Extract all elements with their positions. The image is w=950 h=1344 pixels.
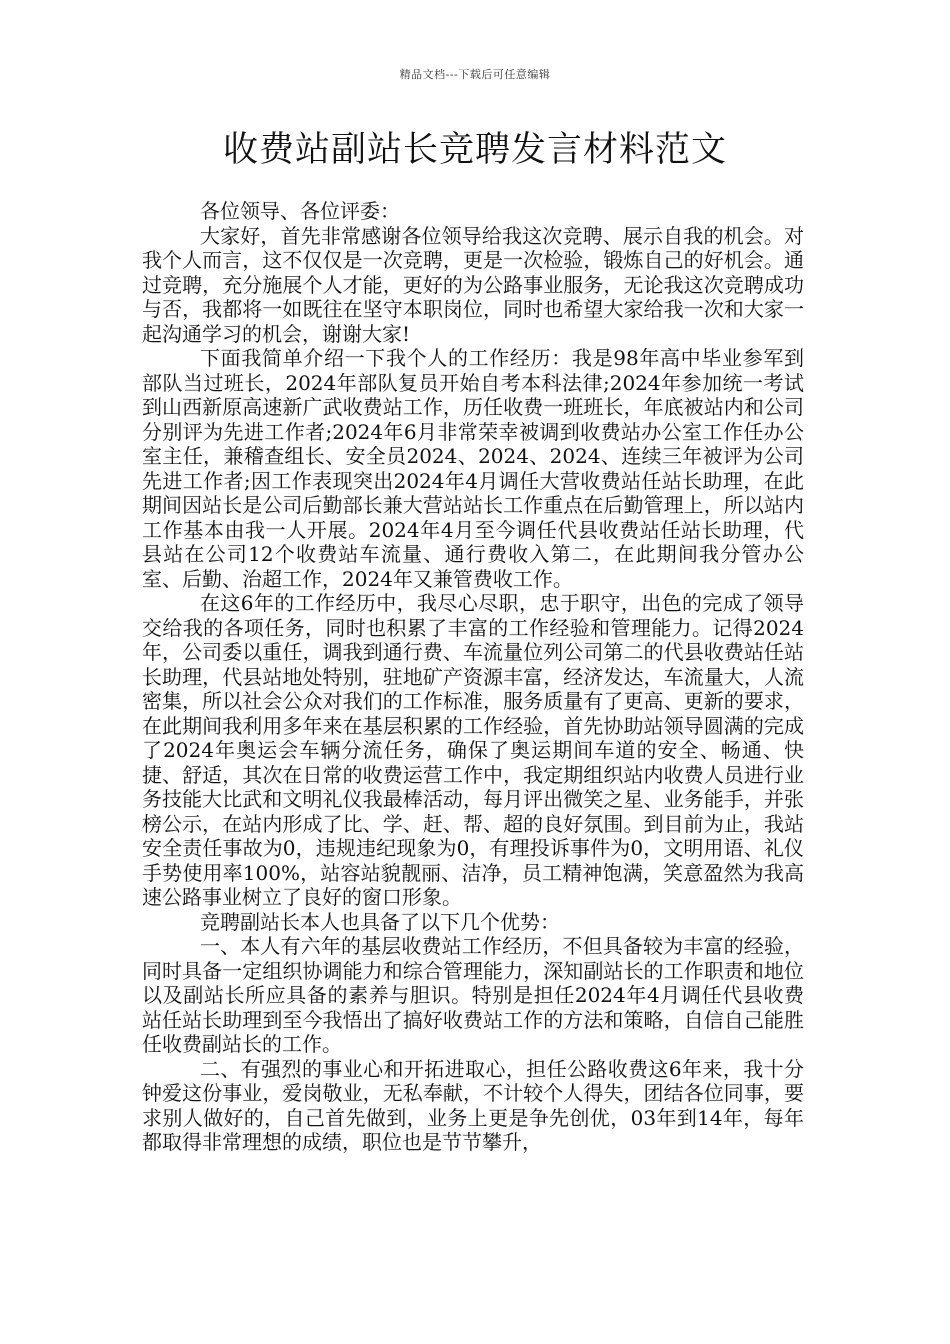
achievements-paragraph: 在这6年的工作经历中，我尽心尽职，忠于职守，出色的完成了领导交给我的各项任务，同时也积累了丰富的工作经验和管理能力。记得2024年，公司委以重任，调我到通行费、车流量位列公司第二的代县收费站任站长助理，代县站地处特别，驻地矿产资源丰富，经济发达，车流量大，人流密集，所以社会公众对我们的工作标准，服务质量有了更高、更新的要求，在此期间我利用多年来在基层积累的工作经验，首先协助站领导圆满的完成了2024年奥运会车辆分流任务，确保了奥运期间车道的安全、畅通、快捷、舒适，其次在日常的收费运营工作中，我定期组织站内收费人员进行业务技能大比武和文明礼仪我最棒活动，每月评出微笑之星、业务能手，并张榜公示，在站内形成了比、学、赶、帮、超的良好氛围。到目前为止，我站安全责任事故为0，违规违纪现象为0，有理投诉事件为0，文明用语、礼仪手势使用率100%，站容站貌靓丽、洁净，员工精神饱满，笑意盈然为我高速公路事业树立了良好的窗口形象。 <box>142 591 804 909</box>
greeting-paragraph: 大家好，首先非常感谢各位领导给我这次竞聘、展示自我的机会。对我个人而言，这不仅仅是一次竞聘，更是一次检验，锻炼自己的好机会。通过竞聘，充分施展个人才能，更好的为公路事业服务，无论我这次竞聘成功与否，我都将一如既往在坚守本职岗位，同时也希望大家给我一次和大家一起沟通学习的机会，谢谢大家! <box>142 223 804 346</box>
advantage-one-paragraph: 一、本人有六年的基层收费站工作经历，不但具备较为丰富的经验，同时具备一定组织协调能力和综合管理能力，深知副站长的工作职责和地位以及副站长所应具备的素养与胆识。特别是担任2024年4月调任代县收费站任站长助理到至今我悟出了搞好收费站工作的方法和策略，自信自己能胜任收费副站长的工作。 <box>142 934 804 1056</box>
salutation-paragraph: 各位领导、各位评委： <box>200 199 400 223</box>
advantage-two-paragraph: 二、有强烈的事业心和开拓进取心，担任公路收费这6年来，我十分钟爱这份事业，爱岗敬业，无私奉献，不计较个人得失，团结各位同事，要求别人做好的，自己首先做到，业务上更是争先创优，03年到14年，每年都取得非常理想的成绩，职位也是节节攀升， <box>142 1056 804 1154</box>
header-note: 精品文档---下载后可任意编辑 <box>399 68 551 81</box>
document-body <box>142 199 804 1155</box>
work-history-paragraph: 下面我简单介绍一下我个人的工作经历：我是98年高中毕业参军到部队当过班长，2024年部队复员开始自考本科法律;2024年参加统一考试到山西新原高速新广武收费站工作，历任收费一班班长，年底被站内和公司分别评为先进工作者;2024年6月非常荣幸被调到收费站办公室工作任办公室主任，兼稽查组长、安全员2024、2024、2024、连续三年被评为公司先进工作者;因工作表现突出2024年4月调任大营收费站任站长助理，在此期间因站长是公司后勤部长兼大营站站长工作重点在后勤管理上，所以站内工作基本由我一人开展。2024年4月至今调任代县收费站任站长助理，代县站在公司12个收费站车流量、通行费收入第二，在此期间我分管办公室、后勤、治超工作，2024年又兼管费收工作。 <box>142 346 804 591</box>
document-title: 收费站副站长竞聘发言材料范文 <box>222 130 727 170</box>
advantages-intro-paragraph: 竞聘副站长本人也具备了以下几个优势： <box>200 909 560 934</box>
